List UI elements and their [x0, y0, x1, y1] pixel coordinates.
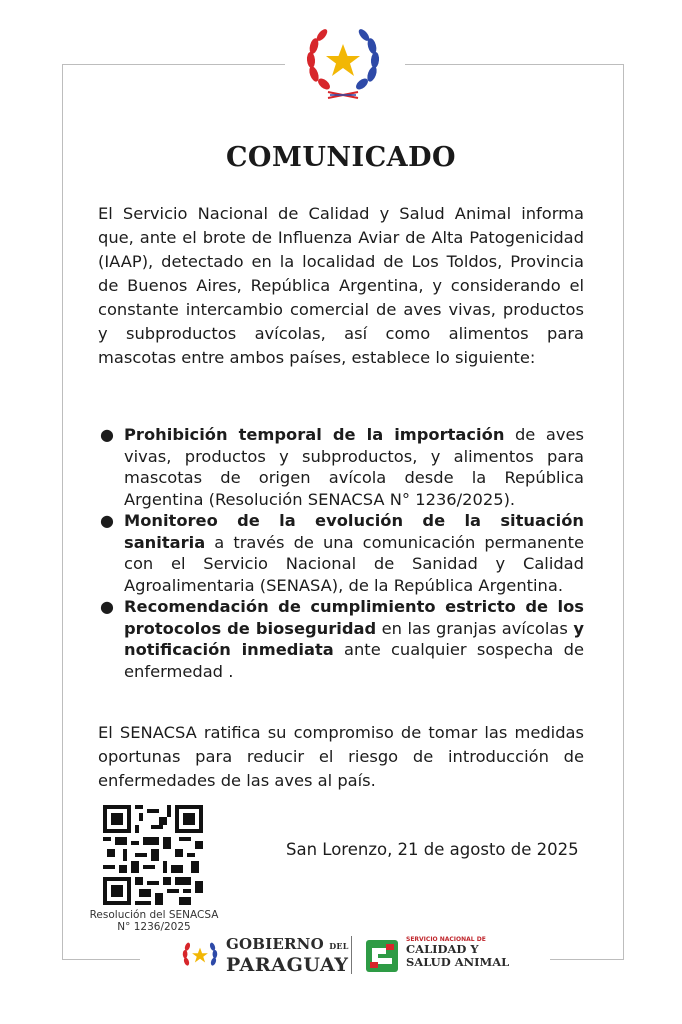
date-location: San Lorenzo, 21 de agosto de 2025 [286, 840, 579, 859]
gobierno-logo: GOBIERNO DEL PARAGUAY [180, 934, 350, 978]
closing-paragraph: El SENACSA ratifica su compromiso de tomar las medidas oportunas para reducir el riesgo de introducción de enfermedades de las aves al país. [98, 723, 584, 790]
measures-list [98, 424, 584, 682]
national-seal-icon [300, 22, 386, 102]
qr-caption: Resolución del SENACSA N° 1236/2025 [89, 909, 219, 933]
intro-paragraph: El Servicio Nacional de Calidad y Salud Animal informa que, ante el brote de Influenza Aviar de Alta Patogenicidad (IAAP), detectado en la localidad de Los Toldos, Provincia de Buenos Aires, República Argentina, y considerando el constante intercambio comercial de aves vivas, productos y subproductos avícolas, así como alimentos para mascotas entre ambos países, establece lo siguiente: [98, 204, 584, 367]
page-title: COMUNICADO [225, 142, 457, 173]
senacsa-logo: SERVICIO NACIONAL DE CALIDAD Y SALUD ANIMAL [364, 936, 524, 976]
footer-divider [351, 936, 352, 974]
list-item: ● Prohibición temporal de la importación de aves vivas, productos y subproductos, y alimentos para mascotas de origen avícola desde la República Argentina (Resolución SENACSA N° 1236/2025). [100, 425, 584, 509]
list-item: ● Monitoreo de la evolución de la situación sanitaria a través de una comunicación permanente con el Servicio Nacional de Sanidad y Calidad Agroalimentaria (SENASA), de la República Argentina. [100, 511, 584, 595]
gobierno-seal-icon [180, 936, 220, 976]
senacsa-emblem-icon [364, 938, 400, 974]
qr-code-icon[interactable] [103, 805, 203, 905]
list-item: ● Recomendación de cumplimiento estricto de los protocolos de bioseguridad en las granjas avícolas y notificación inmediata ante cualquier sospecha de enfermedad . [100, 597, 584, 681]
